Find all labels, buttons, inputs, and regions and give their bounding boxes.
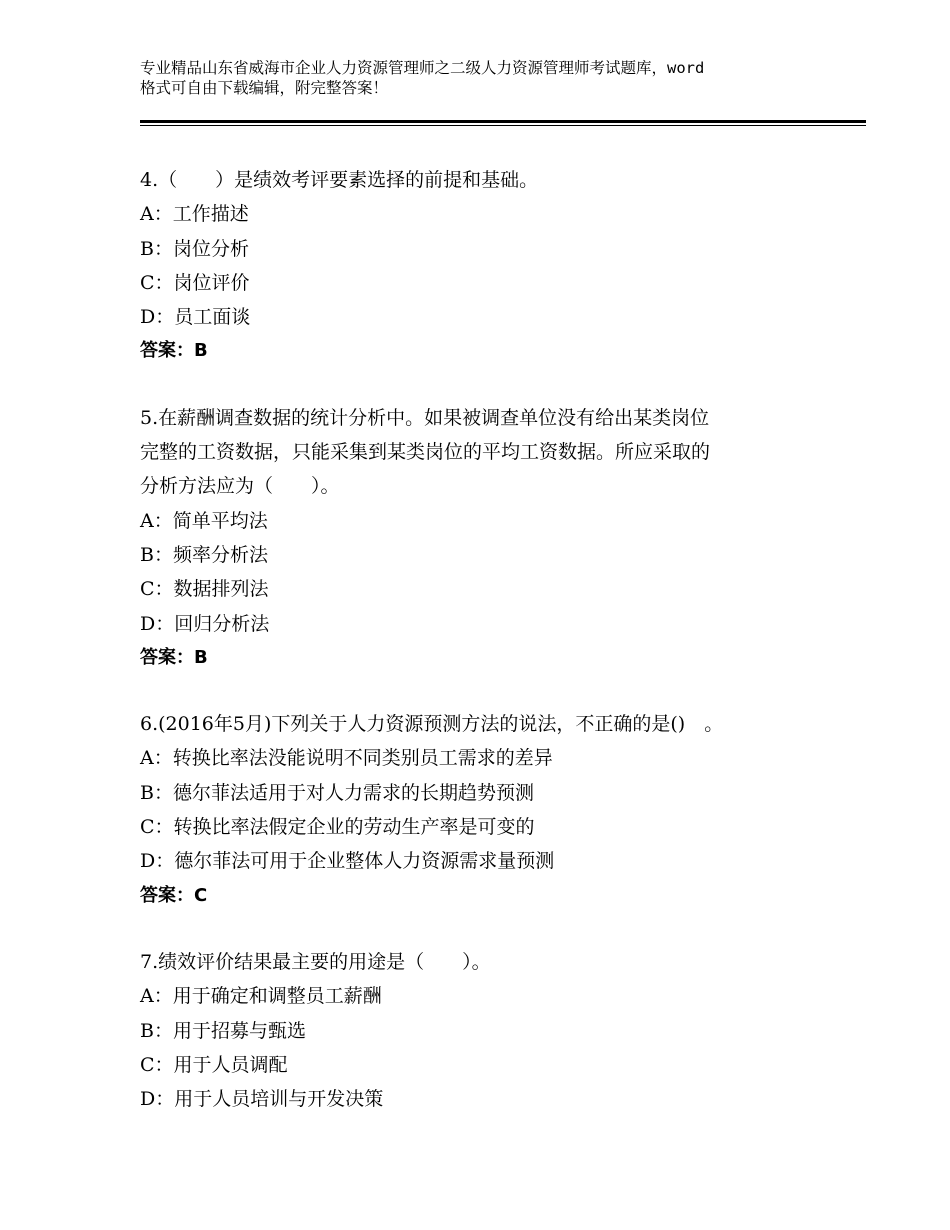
option-c: C：转换比率法假定企业的劳动生产率是可变的	[140, 816, 535, 839]
question-4	[140, 163, 820, 369]
question-text: 完整的工资数据，只能采集到某类岗位的平均工资数据。所应采取的	[140, 441, 711, 464]
option-d: D：员工面谈	[140, 306, 251, 329]
option-d: D：回归分析法	[140, 612, 270, 635]
option-b: B：频率分析法	[140, 543, 268, 566]
option-c: C：数据排列法	[140, 578, 269, 601]
option-c: C：用于人员调配	[140, 1053, 288, 1076]
option-a: A：用于确定和调整员工薪酬	[140, 985, 382, 1008]
header-rule-thin	[140, 125, 866, 126]
option-d: D：德尔菲法可用于企业整体人力资源需求量预测	[140, 850, 555, 873]
option-b: B：德尔菲法适用于对人力需求的长期趋势预测	[140, 781, 534, 804]
question-5	[140, 401, 820, 675]
question-text: 4.（ ）是绩效考评要素选择的前提和基础。	[140, 169, 539, 191]
header-line-2: 格式可自由下载编辑，附完整答案！	[140, 79, 389, 97]
document-header	[140, 58, 830, 98]
option-b: B：岗位分析	[140, 237, 249, 260]
option-b: B：用于招募与甄选	[140, 1019, 306, 1042]
question-text: 6.(2016年5月)下列关于人力资源预测方法的说法，不正确的是() 。	[140, 713, 724, 736]
answer-label: 答案：C	[140, 884, 208, 906]
answer-label: 答案：B	[140, 646, 208, 668]
header-line-1: 专业精品山东省威海市企业人力资源管理师之二级人力资源管理师考试题库，word	[140, 59, 705, 77]
option-c: C：岗位评价	[140, 271, 250, 294]
option-d: D：用于人员培训与开发决策	[140, 1088, 384, 1111]
header-rule-thick	[140, 120, 866, 123]
option-a: A：简单平均法	[140, 509, 268, 532]
question-list	[140, 163, 820, 1142]
question-text: 5.在薪酬调查数据的统计分析中。如果被调查单位没有给出某类岗位	[140, 406, 710, 429]
option-a: A：工作描述	[140, 203, 249, 226]
option-a: A：转换比率法没能说明不同类别员工需求的差异	[140, 747, 553, 770]
question-text: 7.绩效评价结果最主要的用途是（ ）。	[140, 950, 491, 973]
question-6	[140, 707, 820, 913]
question-text: 分析方法应为（ ）。	[140, 475, 340, 498]
question-7	[140, 945, 820, 1116]
answer-label: 答案：B	[140, 340, 208, 362]
